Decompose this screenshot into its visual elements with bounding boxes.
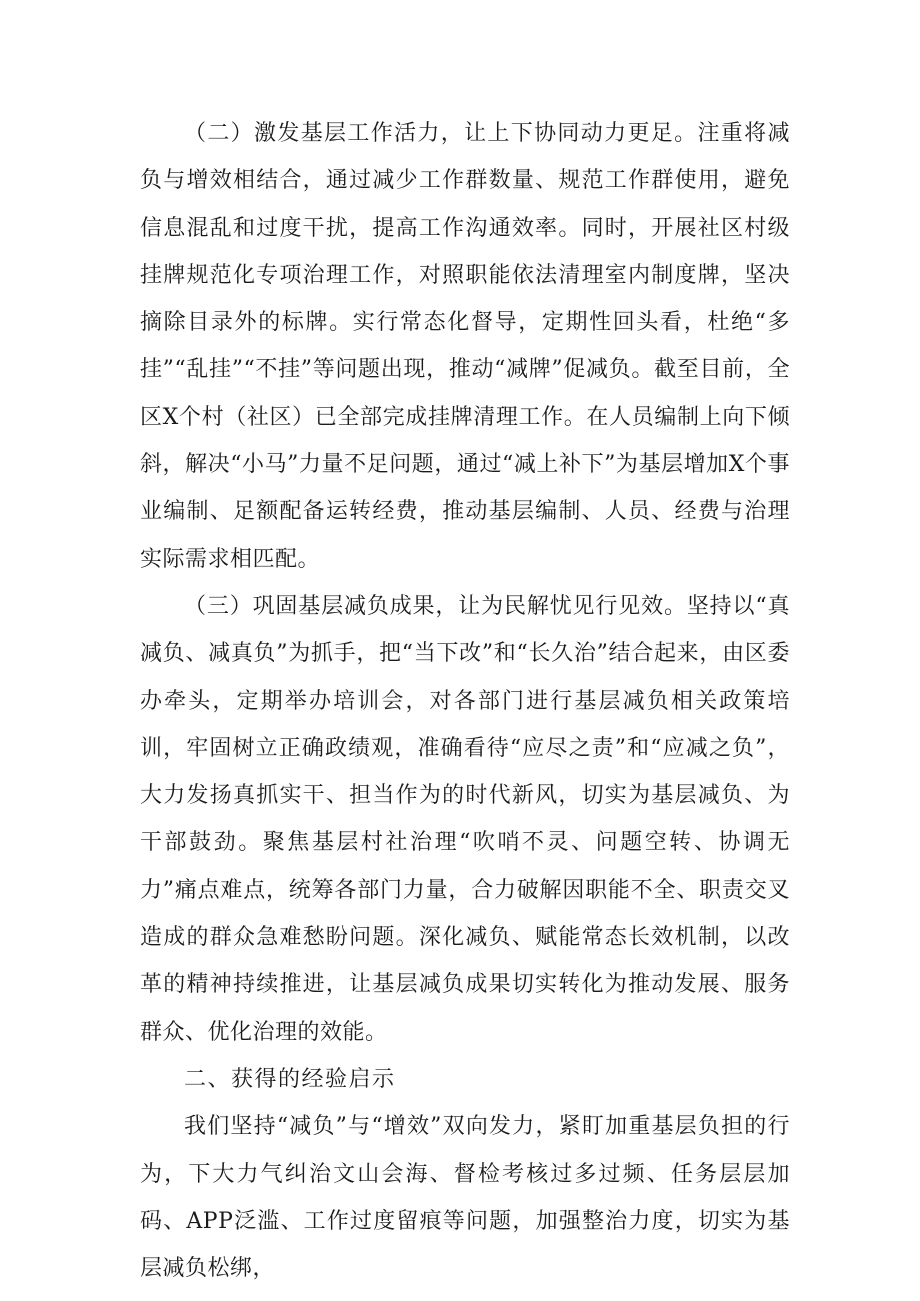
paragraph-3: （三）巩固基层减负成果，让为民解忧见行见效。坚持以“真减负、减真负”为抓手，把“当下改”和“长久治”结合起来，由区委办牵头，定期举办培训会，对各部门进行基层减负相关政策培训，牢固树立正确政绩观，准确看待“应尽之责”和“应减之负”，大力发扬真抓实干、担当作为的时代新风，切实为基层减负、为干部鼓劲。聚焦基层村社治理“吹哨不灵、问题空转、协调无力”痛点难点，统筹各部门力量，合力破解因职能不全、职责交叉造成的群众急难愁盼问题。深化减负、赋能常态长效机制，以改革的精神持续推进，让基层减负成果切实转化为推动发展、服务群众、优化治理的效能。: [140, 593, 790, 1045]
document-page: [140, 110, 790, 1292]
section-heading: 二、获得的经验启示: [184, 1066, 396, 1092]
closing-paragraph: 我们坚持“减负”与“增效”双向发力，紧盯加重基层负担的行为，下大力气纠治文山会海、督检考核过多过频、任务层层加码、APP泛滥、工作过度留痕等问题，加强整治力度，切实为基层减负松绑，: [140, 1114, 790, 1282]
paragraph-2: （二）激发基层工作活力，让上下协同动力更足。注重将减负与增效相结合，通过减少工作群数量、规范工作群使用，避免信息混乱和过度干扰，提高工作沟通效率。同时，开展社区村级挂牌规范化专项治理工作，对照职能依法清理室内制度牌，坚决摘除目录外的标牌。实行常态化督导，定期性回头看，杜绝“多挂”“乱挂”“不挂”等问题出现，推动“减牌”促减负。截至目前，全区X个村（社区）已全部完成挂牌清理工作。在人员编制上向下倾斜，解决“小马”力量不足问题，通过“减上补下”为基层增加X个事业编制、足额配备运转经费，推动基层编制、人员、经费与治理实际需求相匹配。: [140, 121, 790, 572]
